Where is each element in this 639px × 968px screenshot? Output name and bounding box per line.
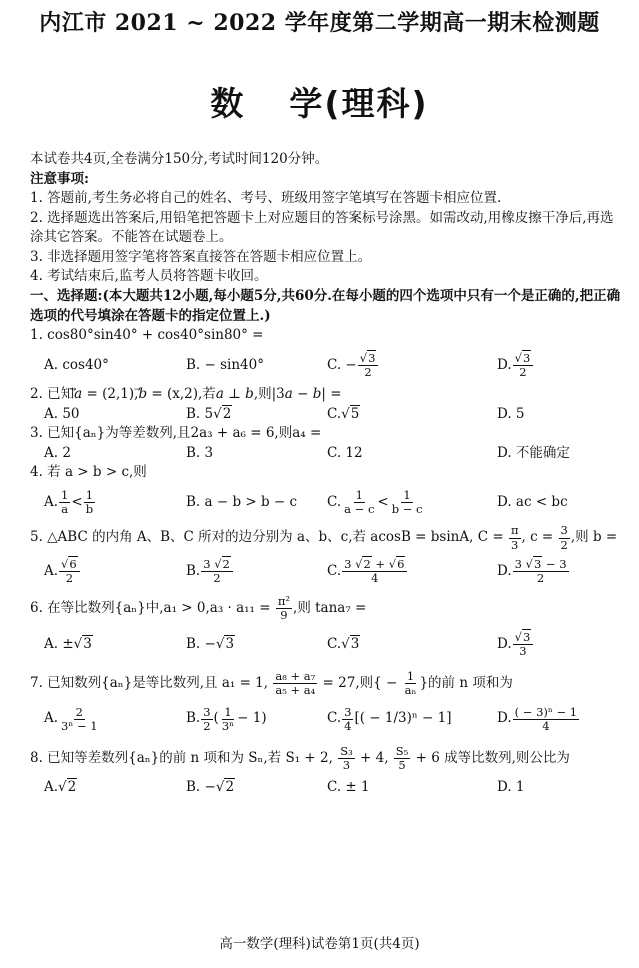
q4-option-d[interactable]: D. ac < bc <box>497 493 568 510</box>
subject-title <box>0 80 639 128</box>
question-4-stem: 4. 若 a > b > c,则 <box>30 464 147 481</box>
q8-option-b[interactable]: B. − √ 2 <box>186 779 235 796</box>
exam-body <box>30 150 625 798</box>
q6-option-d[interactable]: D. $\frac{√3}{3}$ <box>497 631 625 658</box>
page-footer: 高一数学(理科)试卷第1页(共4页) <box>219 936 420 952</box>
q1-option-d[interactable]: D. $\frac{√3}{2}$ <box>497 352 625 379</box>
q3-option-d[interactable]: D. 不能确定 <box>497 444 570 461</box>
q6-option-a[interactable]: A. ± √ 3 <box>44 635 92 652</box>
question-5-options <box>30 558 625 585</box>
question-3-options <box>30 444 625 464</box>
q3-option-a[interactable]: A. 2 <box>44 444 71 461</box>
q8-option-d[interactable]: D. 1 <box>497 779 525 796</box>
notice-item-3: 3. 非选择题用签字笔将答案直接答在答题卡相应位置上。 <box>30 248 372 265</box>
q5-option-a[interactable]: A. $\frac{√6}{2}$ <box>30 558 186 585</box>
question-2-options <box>30 405 625 425</box>
question-4-options <box>30 489 625 516</box>
notice-item-4: 4. 考试结束后,监考人员将答题卡收回。 <box>30 268 268 285</box>
question-7-options <box>30 706 625 733</box>
q1-option-b[interactable]: B. − sin40° <box>186 356 264 373</box>
section-title: 一、选择题:(本大题共12小题,每小题5分,共60分.在每小题的四个选项中只有一个是正确的,把正确选项的代号填涂在答题卡的指定位置上.) <box>30 287 621 324</box>
intro-line: 本试卷共4页,全卷满分150分,考试时间120分钟。 <box>30 151 329 167</box>
question-3-stem: 3. 已知{aₙ}为等差数列,且2a₃ + a₆ = 6,则a₄ = <box>30 425 322 442</box>
q6-option-b[interactable]: B. − √ 3 <box>186 635 235 652</box>
question-6-stem: 6. 在等比数列{aₙ}中,a₁ > 0,a₃ · a₁₁ = $\frac{\text{π²}}{9}$ ,则 tana₇ = <box>30 594 367 623</box>
q2-option-b[interactable]: B. 5 √ 2 <box>186 405 232 422</box>
notice-item-1: 1. 答题前,考生务必将自己的姓名、考号、班级用签字笔填写在答题卡相应位置. <box>30 190 502 207</box>
q2-option-c[interactable]: C. √ 5 <box>327 405 360 422</box>
notice-item-2: 2. 选择题选出答案后,用铅笔把答题卡上对应题目的答案标号涂黑。如需改动,用橡皮擦干净后,再选涂其它答案。不能答在试题卷上。 <box>30 209 614 246</box>
q4-option-c[interactable]: C. $\frac{1}{a - c}$ < $\frac{1}{b - c}$ <box>327 487 423 517</box>
q6-option-c[interactable]: C. √ 3 <box>327 635 360 652</box>
notice-title: 注意事项: <box>30 170 89 187</box>
q8-option-c[interactable]: C. ± 1 <box>327 779 370 796</box>
question-2-stem: 2. 已知a = (2,1),b = (x,2),若a ⊥ b,则|3a − b| = <box>30 386 342 403</box>
question-8-stem: 8. 已知等差数列{aₙ}的前 n 项和为 Sₙ,若 S₁ + 2, $\frac{\text{S₃}}{3}$ + 4, $\frac{\text{S₅}}{5}$ + 6 成等比数列,则公比为 <box>30 743 570 773</box>
q2-option-a[interactable]: A. 50 <box>44 405 80 422</box>
q3-option-c[interactable]: C. 12 <box>327 444 363 461</box>
q7-option-b[interactable]: B. $\frac{3}{2}$ ( $\frac{1}{\text{3ⁿ}}$ − 1) <box>186 704 267 733</box>
subject-title-right: 学(理科) <box>289 84 429 123</box>
question-5-stem: 5. △ABC 的内角 A、B、C 所对的边分别为 a、b、c,若 acosB = bsinA, C = $\frac{\pi}{3}$ , c = $\frac{3}{2}$ ,则 b = <box>30 523 618 552</box>
q5-option-b[interactable]: B. $\frac{3 √2}{2}$ <box>186 558 327 585</box>
q1-option-c[interactable]: C. − $\frac{√3}{2}$ <box>327 352 497 379</box>
question-8-options <box>30 778 625 798</box>
q7-option-a[interactable]: A. $\frac{2}{\text{3ⁿ − 1}}$ <box>44 704 98 733</box>
q4-option-b[interactable]: B. a − b > b − c <box>186 493 298 510</box>
exam-title: 内江市 2021 ~ 2022 学年度第二学期高一期末检测题 <box>39 10 600 36</box>
q7-option-c[interactable]: C. $\frac{3}{4}$ [( − 1/3)ⁿ − 1] <box>327 704 452 733</box>
question-1-stem: 1. cos80°sin40° + cos40°sin80° = <box>30 327 264 344</box>
q7-option-d[interactable]: D. $\frac{\text{( − 3)ⁿ − 1}}{4}$ <box>497 704 578 733</box>
q8-option-a[interactable]: A. √ 2 <box>44 779 77 796</box>
question-6-options <box>30 631 625 658</box>
q1-option-a[interactable]: A. cos40° <box>44 356 109 373</box>
question-1-options <box>30 352 625 379</box>
q2-option-d[interactable]: D. 5 <box>497 405 525 422</box>
q5-option-c[interactable]: C. $\frac{3 √2 + √6}{4}$ <box>327 558 497 585</box>
q3-option-b[interactable]: B. 3 <box>186 444 214 461</box>
q4-option-a[interactable]: A. $\frac{1}{a}$ < $\frac{1}{b}$ <box>44 487 94 517</box>
question-7-stem: 7. 已知数列{aₙ}是等比数列,且 a₁ = 1, $\frac{\text{a₈ + a₇}}{\text{a₅ + a₄}}$ = 27,则{ − $\frac{1}{\text{aₙ}}$ }的前 n 项和为 <box>30 669 513 698</box>
q5-option-d[interactable]: D. $\frac{3 √3 - 3}{2}$ <box>497 556 567 585</box>
subject-title-left: 数 <box>210 84 246 123</box>
